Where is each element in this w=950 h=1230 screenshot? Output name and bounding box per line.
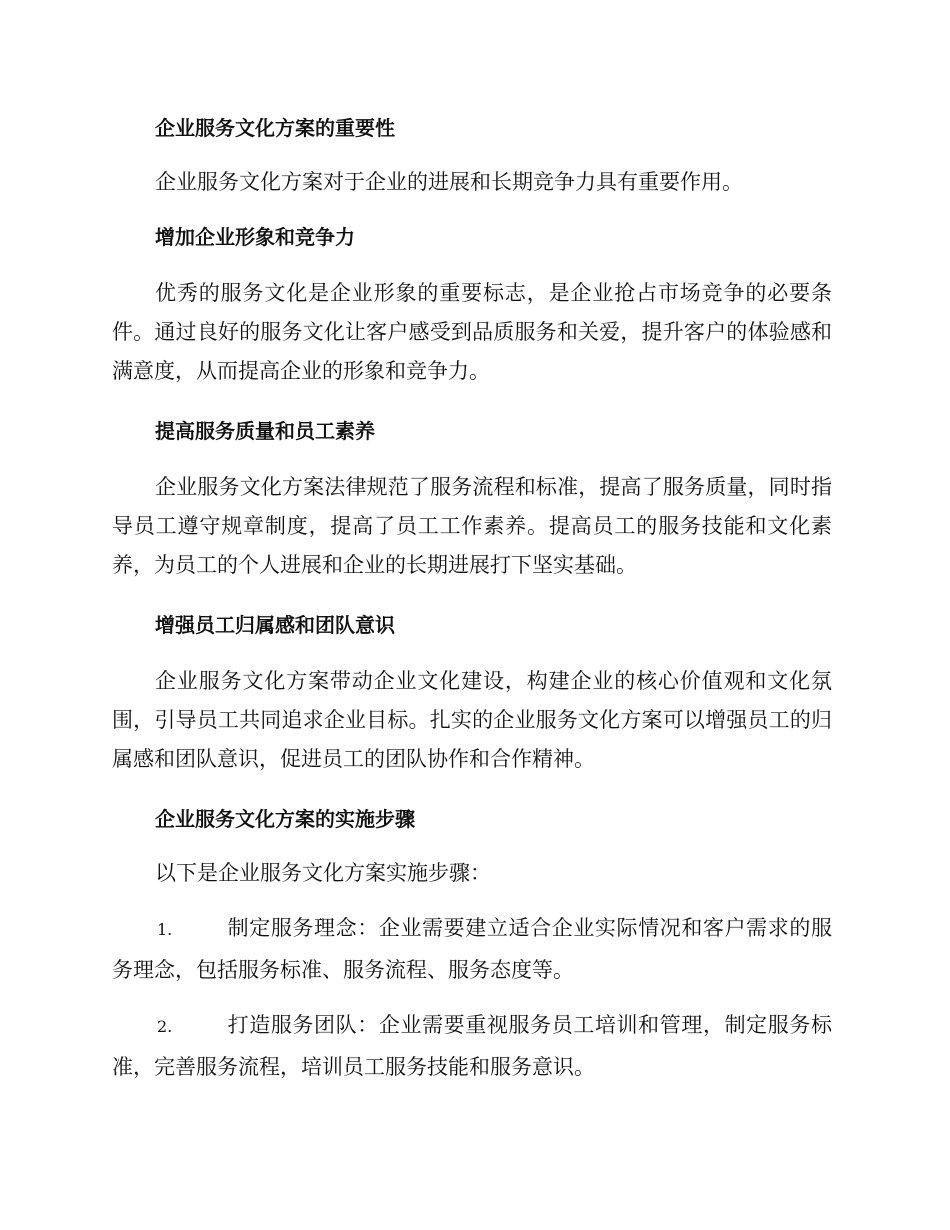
list-item-number: 1. [157,920,173,939]
section-heading-importance: 企业服务文化方案的重要性 [155,116,395,140]
paragraph-steps-intro: 以下是企业服务文化方案实施步骤： [155,861,491,885]
list-item [112,1005,832,1088]
paragraph-quality: 企业服务文化方案法律规范了服务流程和标准，提高了服务质量，同时指导员工遵守规章制度，提高了员工工作素养。提高员工的服务技能和文化素养，为员工的个人进展和企业的长期进展打下坚实基础。 [112,475,832,577]
section-heading-steps: 企业服务文化方案的实施步骤 [155,807,415,831]
paragraph-belonging: 企业服务文化方案带动企业文化建设，构建企业的核心价值观和文化氛围，引导员工共同追求企业目标。扎实的企业服务文化方案可以增强员工的归属感和团队意识，促进员工的团队协作和合作精神。 [112,669,832,771]
list-item [112,908,832,991]
section-heading-image: 增加企业形象和竞争力 [155,225,355,249]
paragraph-image: 优秀的服务文化是企业形象的重要标志，是企业抢占市场竞争的必要条件。通过良好的服务文化让客户感受到品质服务和关爱，提升客户的体验感和满意度，从而提高企业的形象和竞争力。 [112,281,832,383]
section-heading-belonging: 增强员工归属感和团队意识 [155,613,395,637]
list-item-number: 2. [157,1017,173,1036]
paragraph-importance: 企业服务文化方案对于企业的进展和长期竞争力具有重要作用。 [155,170,743,194]
section-heading-quality: 提高服务质量和员工素养 [155,419,375,443]
list-item-text: 制定服务理念：企业需要建立适合企业实际情况和客户需求的服务理念，包括服务标准、服务流程、服务态度等。 [112,916,832,982]
list-item-text: 打造服务团队：企业需要重视服务员工培训和管理，制定服务标准，完善服务流程，培训员工服务技能和服务意识。 [112,1013,832,1079]
